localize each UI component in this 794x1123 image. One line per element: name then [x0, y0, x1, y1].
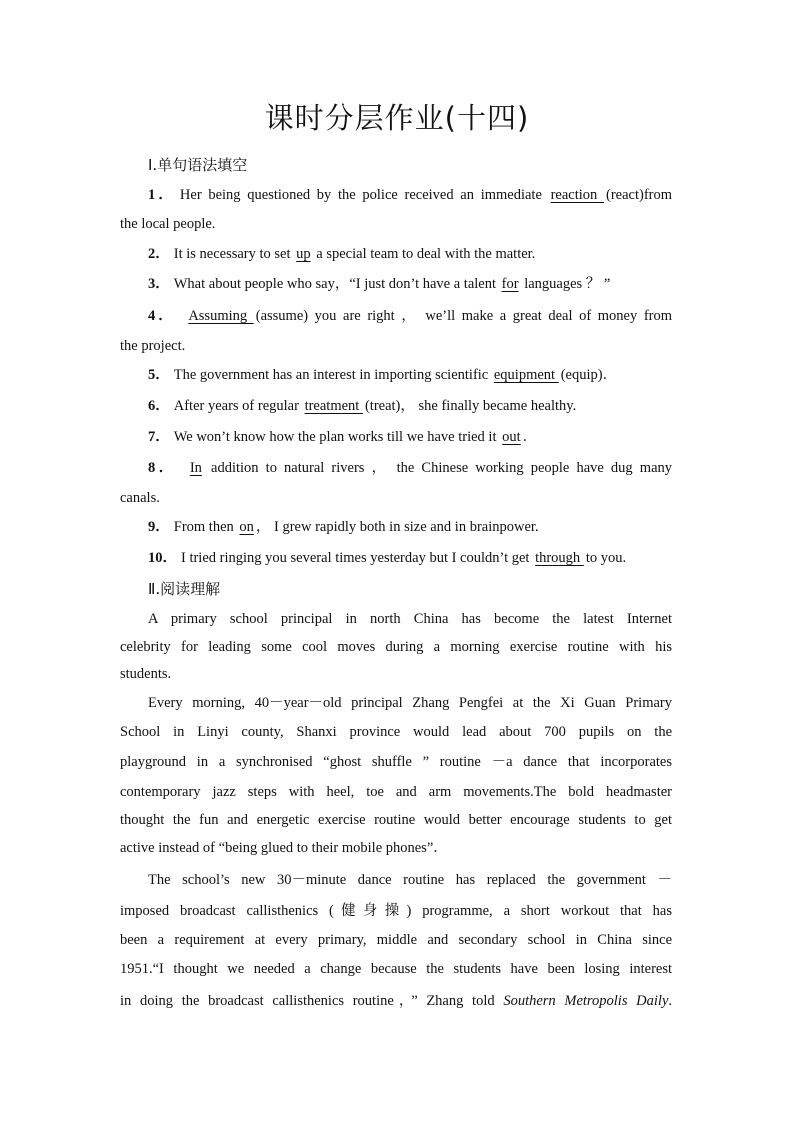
question-text: The government has an interest in importing scientific [173, 367, 489, 383]
question-text: (treat)， she finally became healthy. [364, 398, 577, 414]
passage-paragraph-2-line-4: contemporary jazz steps with heel, toe and arm movements.The bold headmaster [120, 784, 672, 800]
answer-blank: treatment [304, 398, 363, 414]
question-text: ． [522, 429, 538, 445]
passage-paragraph-2-line-1: Every morning, 40－year－old principal Zhang Pengfei at the Xi Guan Primary [148, 695, 672, 711]
answer-blank: reaction [550, 187, 604, 203]
passage-text: in doing the broadcast callisthenics routine，” Zhang told [120, 993, 495, 1009]
question-text: I tried ringing you several times yesterday but I couldn’t get [181, 550, 530, 566]
question-2 [120, 244, 672, 264]
question-text: addition to natural rivers ， the Chinese working people have dug many [211, 460, 672, 476]
question-number: 1． [148, 187, 176, 203]
question-number: 9． [148, 519, 170, 535]
question-text: (assume) you are right ， we’ll make a great deal of money from [255, 308, 673, 324]
answer-blank: up [296, 246, 311, 262]
question-4 [120, 306, 672, 326]
passage-paragraph-3-line-2: imposed broadcast callisthenics (健身操) programme, a short workout that has [120, 903, 672, 919]
passage-paragraph-1-line-2: celebrity for leading some cool moves during a morning exercise routine with his [120, 639, 672, 655]
question-text: After years of regular [173, 398, 299, 414]
question-1-continued: the local people. [120, 216, 216, 232]
question-8-continued: canals. [120, 490, 160, 506]
question-number: 4． [148, 308, 176, 324]
question-number: 8． [148, 460, 177, 476]
passage-paragraph-3-line-5 [120, 991, 672, 1011]
question-number: 6． [148, 398, 170, 414]
question-text: languages ？ ” [524, 276, 611, 292]
answer-blank: out [502, 429, 521, 445]
question-number: 10． [148, 550, 177, 566]
question-number: 2． [148, 246, 170, 262]
answer-blank: Assuming [188, 308, 254, 324]
question-text: (react)from [606, 187, 673, 203]
question-1 [120, 185, 672, 205]
question-10 [120, 548, 672, 568]
question-4-continued: the project. [120, 338, 186, 354]
passage-paragraph-1-line-1: A primary school principal in north China has become the latest Internet [148, 611, 672, 627]
passage-paragraph-3-line-4: 1951.“I thought we needed a change because the students have been losing interest [120, 961, 672, 977]
question-8 [120, 458, 672, 478]
passage-paragraph-3-line-1: The school’s new 30－minute dance routine has replaced the government － [148, 872, 672, 888]
question-3 [120, 274, 672, 294]
question-text: From then [173, 519, 234, 535]
question-text: It is necessary to set [173, 246, 291, 262]
question-text: What about people who say，“I just don’t have a talent [173, 276, 497, 292]
passage-paragraph-3-line-3: been a requirement at every primary, middle and secondary school in China since [120, 932, 672, 948]
question-number: 3． [148, 276, 170, 292]
question-number: 5． [148, 367, 170, 383]
question-5 [120, 365, 672, 385]
question-text: (equip)． [560, 367, 618, 383]
question-text: to you. [585, 550, 627, 566]
question-6 [120, 396, 672, 416]
page-title: 课时分层作业(十四) [264, 101, 530, 135]
passage-paragraph-2-line-2: School in Linyi county, Shanxi province would lead about 700 pupils on the [120, 724, 672, 740]
section-heading-grammar: Ⅰ.单句语法填空 [148, 156, 248, 174]
passage-text: . [668, 993, 673, 1009]
passage-paragraph-1-line-3: students. [120, 666, 172, 682]
passage-paragraph-2-line-6: active instead of “being glued to their mobile phones”． [120, 840, 448, 856]
answer-blank: on [239, 519, 254, 535]
answer-blank: equipment [493, 367, 559, 383]
question-text: ， I grew rapidly both in size and in brainpower. [255, 519, 539, 535]
question-text: Her being questioned by the police received an immediate [179, 187, 542, 203]
answer-blank: for [501, 276, 519, 292]
question-text: a special team to deal with the matter. [316, 246, 536, 262]
question-7 [120, 427, 672, 447]
newspaper-name: Southern Metropolis Daily [503, 993, 669, 1009]
answer-blank: through [535, 550, 584, 566]
section-heading-reading: Ⅱ.阅读理解 [148, 580, 221, 598]
passage-paragraph-2-line-3: playground in a synchronised “ghost shuffle ” routine －a dance that incorporates [120, 754, 672, 770]
answer-blank: In [189, 460, 202, 476]
question-9 [120, 517, 672, 537]
passage-paragraph-2-line-5: thought the fun and energetic exercise routine would better encourage students to get [120, 812, 672, 828]
question-text: We won’t know how the plan works till we have tried it [173, 429, 497, 445]
question-number: 7． [148, 429, 170, 445]
